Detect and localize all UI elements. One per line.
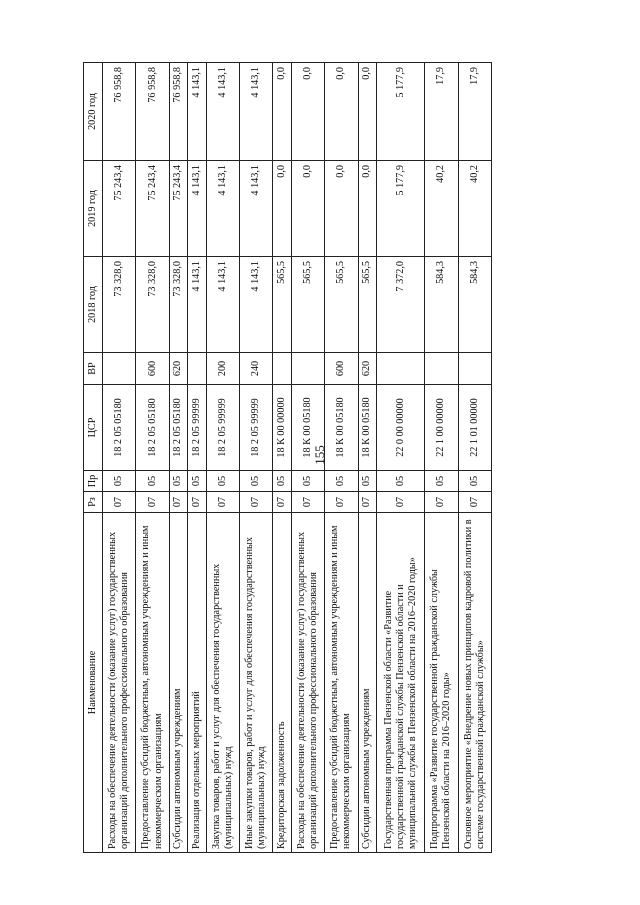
row-pr: 05	[240, 471, 273, 492]
row-pr: 05	[358, 471, 377, 492]
column-header: ВР	[84, 353, 103, 385]
row-pr: 05	[273, 471, 292, 492]
row-2019: 0,0	[325, 161, 358, 257]
table-row	[425, 63, 458, 853]
row-2020: 5 177,9	[377, 63, 425, 161]
row-rz: 07	[103, 492, 136, 513]
row-2019: 40,2	[425, 161, 458, 257]
row-2018: 73 328,0	[169, 257, 188, 353]
row-2020: 17,9	[425, 63, 458, 161]
budget-table	[83, 62, 492, 853]
row-2019: 0,0	[273, 161, 292, 257]
row-vr: 620	[358, 353, 377, 385]
row-2018: 4 143,1	[188, 257, 207, 353]
column-header: 2018 год	[84, 257, 103, 353]
row-csr: 22 0 00 00000	[377, 385, 425, 471]
row-vr: 620	[169, 353, 188, 385]
table-row	[273, 63, 292, 853]
row-rz: 07	[291, 492, 324, 513]
row-2018: 584,3	[425, 257, 458, 353]
row-2019: 5 177,9	[377, 161, 425, 257]
row-pr: 05	[136, 471, 169, 492]
row-2018: 4 143,1	[206, 257, 239, 353]
row-rz: 07	[240, 492, 273, 513]
row-2018: 584,3	[458, 257, 491, 353]
row-2020: 0,0	[358, 63, 377, 161]
row-csr: 22 1 01 00000	[458, 385, 491, 471]
row-pr: 05	[458, 471, 491, 492]
row-vr: 200	[206, 353, 239, 385]
row-2018: 565,5	[291, 257, 324, 353]
row-name: Закупка товаров, работ и услуг для обеспечения государственных (муниципальных) нужд	[206, 513, 239, 853]
row-2020: 76 958,8	[136, 63, 169, 161]
row-csr: 18 К 00 05180	[358, 385, 377, 471]
table-row	[240, 63, 273, 853]
row-vr	[458, 353, 491, 385]
row-2020: 4 143,1	[188, 63, 207, 161]
row-pr: 05	[425, 471, 458, 492]
row-csr: 18 2 05 99999	[240, 385, 273, 471]
row-2019: 40,2	[458, 161, 491, 257]
row-name: Субсидии автономным учреждениям	[169, 513, 188, 853]
row-rz: 07	[358, 492, 377, 513]
row-name: Реализация отдельных мероприятий	[188, 513, 207, 853]
row-pr: 05	[377, 471, 425, 492]
column-header: Рз	[84, 492, 103, 513]
row-name: Предоставление субсидий бюджетным, автономным учреждениям и иным некоммерческим организациям	[325, 513, 358, 853]
row-name: Расходы на обеспечение деятельности (оказание услуг) государственных организаций дополнительного профессионального образования	[291, 513, 324, 853]
row-name: Кредиторская задолженность	[273, 513, 292, 853]
row-2018: 7 372,0	[377, 257, 425, 353]
row-csr: 18 2 05 05180	[136, 385, 169, 471]
row-vr: 600	[136, 353, 169, 385]
row-pr: 05	[188, 471, 207, 492]
row-name: Государственная программа Пензенской области «Развитие государственной гражданской службы Пензенской области и муниципальной службы в Пензенской области на 2016–2020 годы»	[377, 513, 425, 853]
row-2020: 76 958,8	[169, 63, 188, 161]
row-2019: 75 243,4	[136, 161, 169, 257]
row-name: Подпрограмма «Развитие государственной гражданской службы Пензенской области на 2016–2020 годы»	[425, 513, 458, 853]
column-header: 2020 год	[84, 63, 103, 161]
row-name: Предоставление субсидий бюджетным, автономным учреждениям и иным некоммерческим организациям	[136, 513, 169, 853]
row-rz: 07	[188, 492, 207, 513]
column-header: Наименование	[84, 513, 103, 853]
table-row	[458, 63, 491, 853]
row-2019: 4 143,1	[206, 161, 239, 257]
table-row	[206, 63, 239, 853]
table-row	[103, 63, 136, 853]
row-name: Расходы на обеспечение деятельности (оказание услуг) государственных организаций дополнительного профессионального образования	[103, 513, 136, 853]
row-name: Иные закупки товаров, работ и услуг для обеспечения государственных (муниципальных) нужд	[240, 513, 273, 853]
row-name: Основное мероприятие «Внедрение новых принципов кадровой политики в системе государственной гражданской службы»	[458, 513, 491, 853]
row-2018: 73 328,0	[136, 257, 169, 353]
row-rz: 07	[169, 492, 188, 513]
row-csr: 18 К 00 00000	[273, 385, 292, 471]
row-2019: 0,0	[358, 161, 377, 257]
row-pr: 05	[325, 471, 358, 492]
row-vr	[425, 353, 458, 385]
table-row	[377, 63, 425, 853]
row-csr: 18 К 00 05180	[325, 385, 358, 471]
table-row	[358, 63, 377, 853]
row-2019: 4 143,1	[188, 161, 207, 257]
row-2020: 76 958,8	[103, 63, 136, 161]
row-2020: 0,0	[325, 63, 358, 161]
row-csr: 18 2 05 99999	[188, 385, 207, 471]
row-2018: 4 143,1	[240, 257, 273, 353]
table-header-row	[84, 63, 103, 853]
row-vr	[273, 353, 292, 385]
row-2020: 0,0	[273, 63, 292, 161]
row-rz: 07	[136, 492, 169, 513]
row-rz: 07	[273, 492, 292, 513]
row-pr: 05	[206, 471, 239, 492]
row-rz: 07	[458, 492, 491, 513]
page-number: 155	[312, 445, 327, 465]
row-vr	[291, 353, 324, 385]
row-2018: 565,5	[273, 257, 292, 353]
row-2019: 75 243,4	[103, 161, 136, 257]
row-csr: 18 2 05 99999	[206, 385, 239, 471]
row-vr	[103, 353, 136, 385]
row-csr: 18 2 05 05180	[103, 385, 136, 471]
table-row	[136, 63, 169, 853]
rotated-table-area	[83, 63, 492, 853]
table-row	[169, 63, 188, 853]
row-csr: 18 К 00 05180	[291, 385, 324, 471]
column-header: 2019 год	[84, 161, 103, 257]
row-name: Субсидии автономным учреждениям	[358, 513, 377, 853]
row-vr	[188, 353, 207, 385]
row-vr	[377, 353, 425, 385]
row-vr: 240	[240, 353, 273, 385]
row-2018: 565,5	[325, 257, 358, 353]
row-vr: 600	[325, 353, 358, 385]
row-rz: 07	[425, 492, 458, 513]
row-rz: 07	[377, 492, 425, 513]
row-rz: 07	[325, 492, 358, 513]
row-2020: 0,0	[291, 63, 324, 161]
row-2020: 4 143,1	[206, 63, 239, 161]
row-csr: 22 1 00 00000	[425, 385, 458, 471]
row-2018: 565,5	[358, 257, 377, 353]
table-row	[188, 63, 207, 853]
row-pr: 05	[103, 471, 136, 492]
row-2020: 17,9	[458, 63, 491, 161]
row-2019: 4 143,1	[240, 161, 273, 257]
table-row	[325, 63, 358, 853]
row-rz: 07	[206, 492, 239, 513]
row-2019: 0,0	[291, 161, 324, 257]
row-2020: 4 143,1	[240, 63, 273, 161]
row-2018: 73 328,0	[103, 257, 136, 353]
column-header: Пр	[84, 471, 103, 492]
row-pr: 05	[291, 471, 324, 492]
column-header: ЦСР	[84, 385, 103, 471]
table-row	[291, 63, 324, 853]
row-csr: 18 2 05 05180	[169, 385, 188, 471]
row-2019: 75 243,4	[169, 161, 188, 257]
row-pr: 05	[169, 471, 188, 492]
